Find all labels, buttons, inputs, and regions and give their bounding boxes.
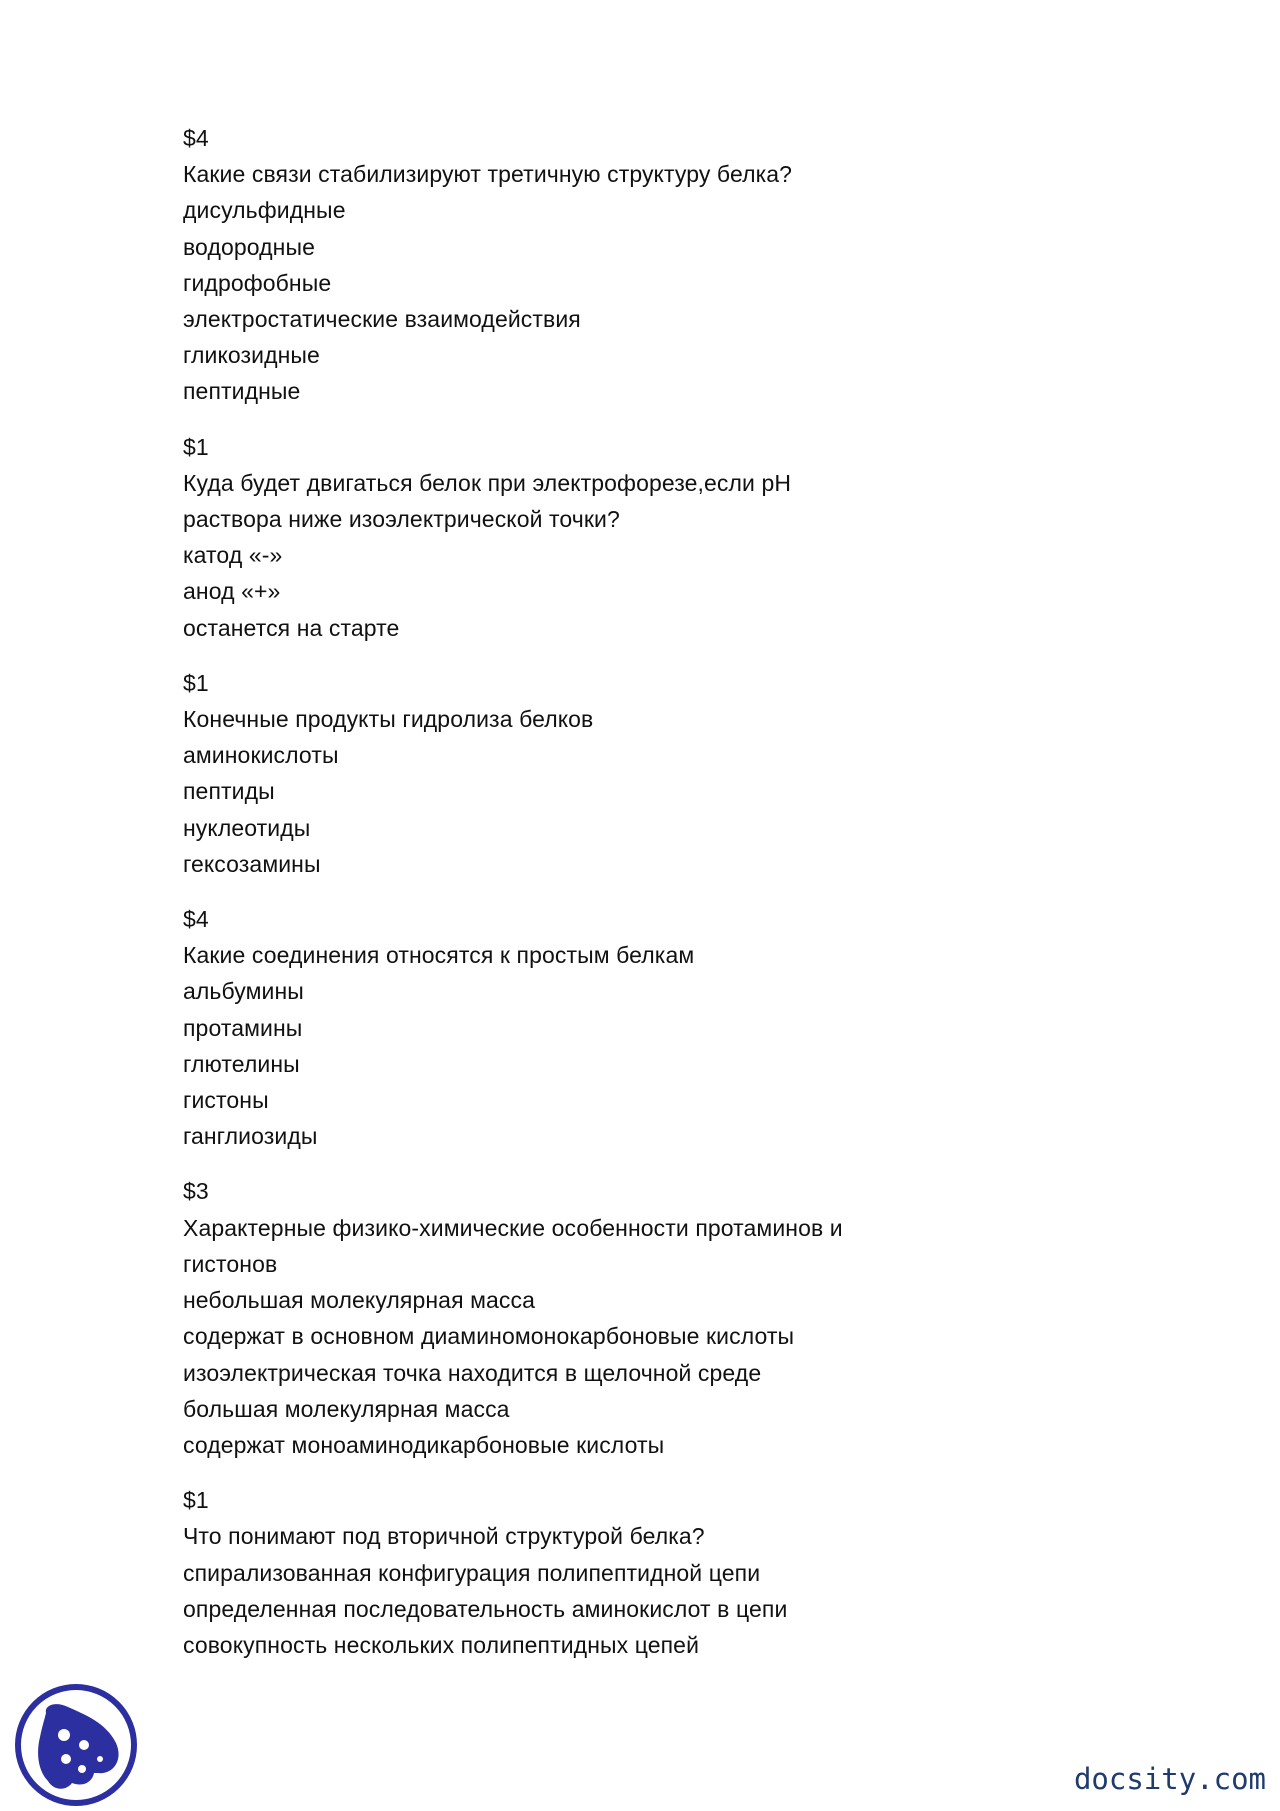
answer-count-code: $1 xyxy=(183,1487,209,1514)
question-block xyxy=(183,1173,1183,1463)
answer-option: содержат моноаминодикарбоновые кислоты xyxy=(183,1431,665,1458)
answer-option: аминокислоты xyxy=(183,742,339,769)
answer-count-code: $1 xyxy=(183,433,209,460)
answer-option: большая молекулярная масса xyxy=(183,1395,510,1422)
answer-option: спирализованная конфигурация полипептидной цепи xyxy=(183,1559,761,1586)
answer-option: альбумины xyxy=(183,978,304,1005)
answer-option: небольшая молекулярная масса xyxy=(183,1287,536,1314)
answer-option: глютелины xyxy=(183,1050,300,1077)
answer-count-code: $3 xyxy=(183,1178,209,1205)
answer-option: катод «-» xyxy=(183,542,283,569)
answer-option: водородные xyxy=(183,233,315,260)
answer-option: протамины xyxy=(183,1014,303,1041)
question-block xyxy=(183,665,1183,882)
question-block xyxy=(183,429,1183,646)
answer-option: нуклеотиды xyxy=(183,814,311,841)
document-body xyxy=(183,120,1183,1682)
answer-option: останется на старте xyxy=(183,614,400,641)
answer-option: содержат в основном диаминомонокарбоновые кислоты xyxy=(183,1323,795,1350)
answer-option: изоэлектрическая точка находится в щелочной среде xyxy=(183,1359,762,1386)
question-text: Какие соединения относятся к простым белкам xyxy=(183,942,695,969)
question-text: Характерные физико-химические особенности протаминов и xyxy=(183,1214,843,1241)
question-block xyxy=(183,901,1183,1154)
answer-option: пептидные xyxy=(183,378,301,405)
docsity-logo-icon[interactable] xyxy=(14,1683,138,1807)
answer-option: ганглиозиды xyxy=(183,1123,318,1150)
question-text: Какие связи стабилизируют третичную структуру белка? xyxy=(183,161,793,188)
question-text: Куда будет двигаться белок при электрофорезе,если рН xyxy=(183,469,792,496)
answer-option: анод «+» xyxy=(183,578,281,605)
answer-option: гистоны xyxy=(183,1087,269,1114)
answer-option: гистонов xyxy=(183,1250,278,1277)
answer-option: электростатические взаимодействия xyxy=(183,306,581,333)
question-text: Конечные продукты гидролиза белков xyxy=(183,706,594,733)
answer-count-code: $1 xyxy=(183,669,209,696)
answer-option: дисульфидные xyxy=(183,197,346,224)
answer-option: совокупность нескольких полипептидных цепей xyxy=(183,1631,700,1658)
answer-option: пептиды xyxy=(183,778,275,805)
answer-count-code: $4 xyxy=(183,906,209,933)
answer-option: гексозамины xyxy=(183,850,321,877)
answer-option: определенная последовательность аминокислот в цепи xyxy=(183,1595,788,1622)
question-text: Что понимают под вторичной структурой белка? xyxy=(183,1523,705,1550)
answer-option: гликозидные xyxy=(183,342,320,369)
answer-option: гидрофобные xyxy=(183,269,332,296)
answer-count-code: $4 xyxy=(183,125,209,151)
question-block xyxy=(183,1482,1183,1663)
docsity-watermark[interactable]: docsity.com xyxy=(1073,1762,1266,1796)
answer-option: раствора ниже изоэлектрической точки? xyxy=(183,506,620,533)
question-block xyxy=(183,120,1183,410)
